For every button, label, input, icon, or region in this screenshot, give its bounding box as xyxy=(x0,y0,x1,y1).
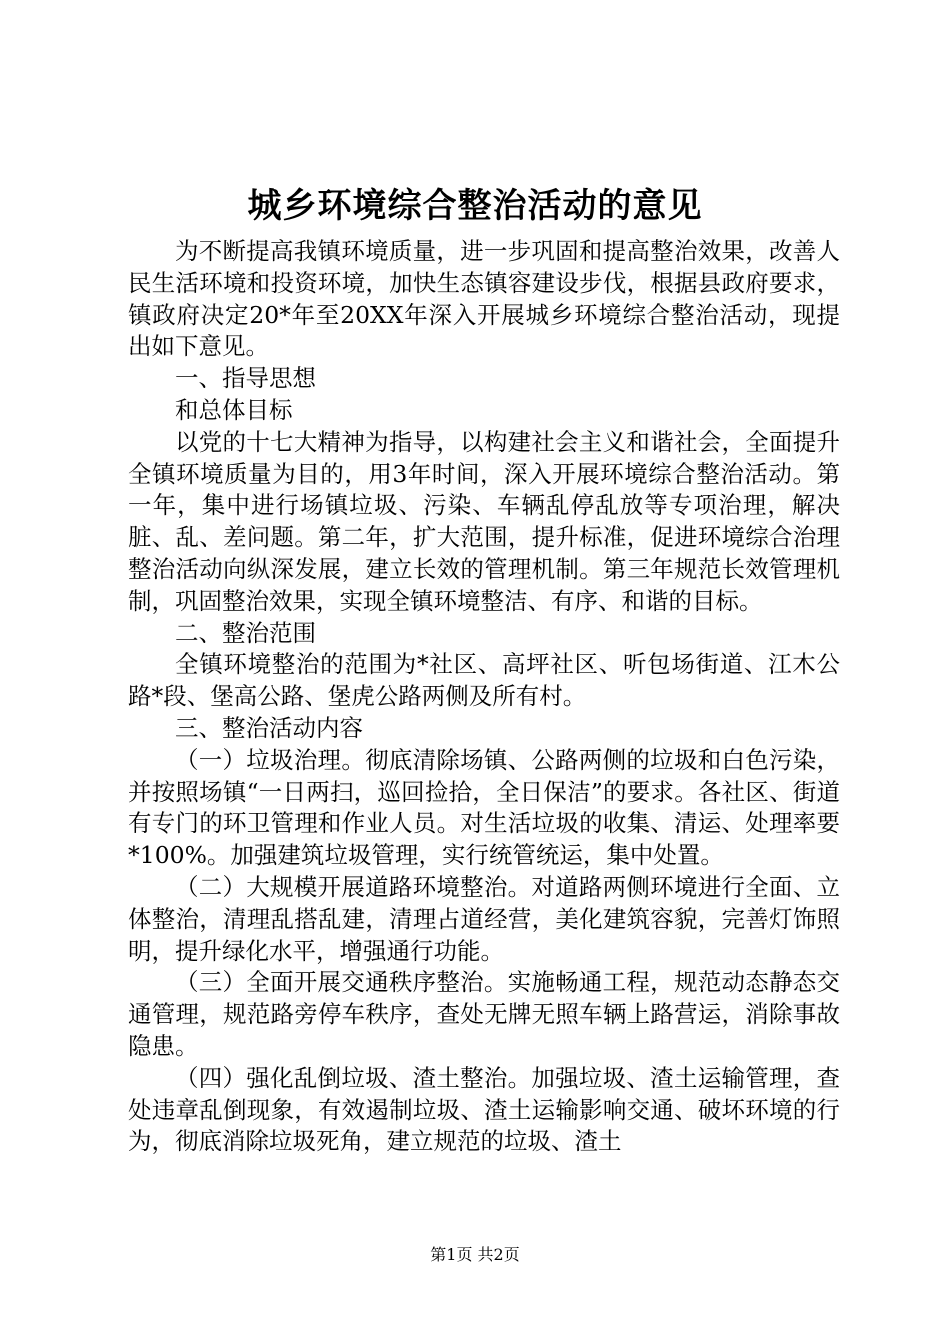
section-heading-scope: 二、整治范围 xyxy=(175,618,316,647)
page-footer: 第1页 共2页 xyxy=(430,1245,520,1264)
intro-paragraph: 为不断提高我镇环境质量，进一步巩固和提高整治效果，改善人民生活环境和投资环境，加快生态镇容建设步伐，根据县政府要求，镇政府决定20*年至20XX年深入开展城乡环境综合整治活动，现提出如下意见。 xyxy=(128,237,840,361)
section-paragraph-goals: 以党的十七大精神为指导，以构建社会主义和谐社会，全面提升全镇环境质量为目的，用3年时间，深入开展环境综合整治活动。第一年，集中进行场镇垃圾、污染、车辆乱停乱放等专项治理，解决脏、乱、差问题。第二年，扩大范围，提升标准，促进环境综合治理整治活动向纵深发展，建立长效的管理机制。第三年规范长效管理机制，巩固整治效果，实现全镇环境整洁、有序、和谐的目标。 xyxy=(128,427,840,615)
section-heading-content: 三、整治活动内容 xyxy=(175,713,363,742)
content-item-traffic: （三）全面开展交通秩序整治。实施畅通工程，规范动态静态交通管理，规范路旁停车秩序，查处无牌无照车辆上路营运，消除事故隐患。 xyxy=(128,968,840,1060)
content-item-road: （二）大规模开展道路环境整治。对道路两侧环境进行全面、立体整治，清理乱搭乱建，清理占道经营，美化建筑容貌，完善灯饰照明，提升绿化水平，增强通行功能。 xyxy=(128,872,840,965)
document-title: 城乡环境综合整治活动的意见 xyxy=(247,186,703,226)
document-body xyxy=(128,236,840,1158)
section-heading-guiding-ideology: 一、指导思想 xyxy=(175,364,316,393)
section-heading-overall-goal: 和总体目标 xyxy=(175,395,293,424)
section-paragraph-scope: 全镇环境整治的范围为*社区、高坪社区、听包场街道、江木公路*段、堡高公路、堡虎公路两侧及所有村。 xyxy=(128,650,840,711)
content-item-dumping: （四）强化乱倒垃圾、渣土整治。加强垃圾、渣土运输管理，查处违章乱倒现象，有效遏制垃圾、渣土运输影响交通、破坏环境的行为，彻底消除垃圾死角，建立规范的垃圾、渣土 xyxy=(128,1063,840,1156)
content-item-garbage: （一）垃圾治理。彻底清除场镇、公路两侧的垃圾和白色污染，并按照场镇“一日两扫，巡回捡拾，全日保洁”的要求。各社区、街道有专门的环卫管理和作业人员。对生活垃圾的收集、清运、处理率要*100%。加强建筑垃圾管理，实行统管统运，集中处置。 xyxy=(128,745,840,870)
